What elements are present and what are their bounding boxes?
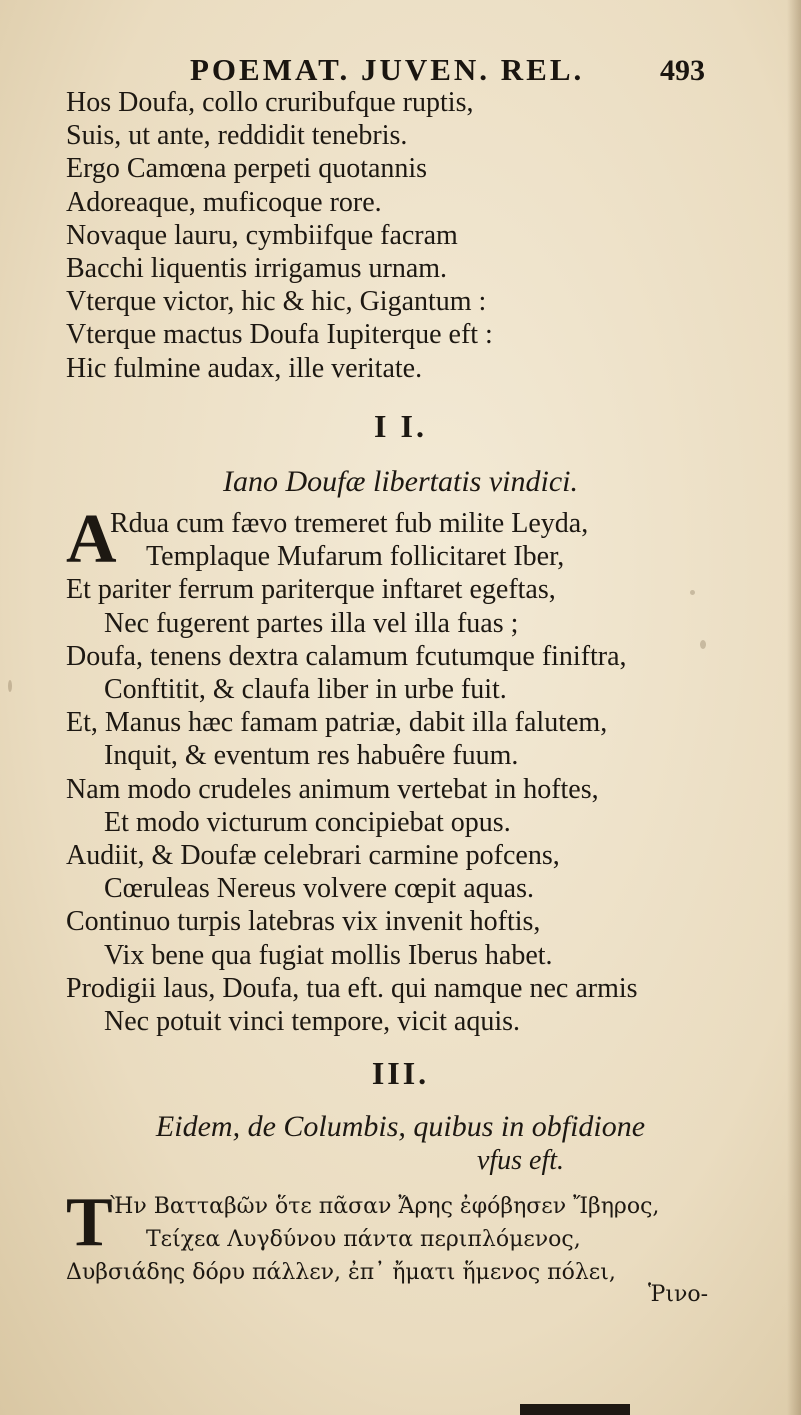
verse-line: Vix bene qua fugiat mollis Iberus habet. [104, 939, 553, 971]
verse-line: Doufa, tenens dextra calamum fcutumque finiftra, [66, 640, 627, 672]
poem-numeral-3: III. [371, 1055, 430, 1091]
verse-line: Vterque victor, hic & hic, Gigantum : [66, 286, 487, 318]
verse-line: Adoreaque, muficoque rore. [66, 186, 382, 218]
poem-title-3: Eidem, de Columbis, quibus in obfidione [155, 1110, 646, 1143]
verse-line: Prodigii laus, Doufa, tua eft. qui namque nec armis [66, 972, 638, 1004]
ink-speck [8, 680, 12, 692]
verse-line: Vterque mactus Doufa Iupiterque eft : [66, 319, 493, 351]
verse-line: Hic fulmine audax, ille veritate. [66, 352, 423, 384]
greek-verse-line: Δυβσιάδης δόρυ πάλλεν, ἐπ᾽ ἤματι ἥμενος πόλει, [66, 1260, 616, 1285]
verse-line: Et modo victurum concipiebat opus. [104, 806, 511, 838]
verse-line: Templaque Mufarum follicitaret Iber, [146, 541, 565, 573]
verse-block-poem-2 [66, 501, 638, 1038]
poem-title-2: Iano Doufæ libertatis vindici. [223, 465, 578, 498]
verse-line: Audiit, & Doufæ celebrari carmine pofcens, [66, 840, 560, 872]
verse-line: Novaque lauru, cymbiifque facram [66, 219, 458, 251]
verse-line: Cœruleas Nereus volvere cœpit aquas. [104, 873, 534, 905]
greek-verse-line: Ὴν Βατταβῶν ὅτε πᾶσαν Ἄρης ἐφόβησεν Ἴβηρος, [110, 1194, 660, 1219]
verse-line: Conftitit, & claufa liber in urbe fuit. [104, 674, 507, 706]
verse-block-continued [66, 86, 493, 385]
verse-line: Et, Manus hæc famam patriæ, dabit illa falutem, [66, 707, 608, 739]
ink-speck [700, 640, 706, 649]
verse-line: Et pariter ferrum pariterque inftaret egeftas, [66, 574, 556, 606]
poem-numeral-2: I I. [374, 408, 427, 444]
verse-line: Nec fugerent partes illa vel illa fuas ; [104, 607, 519, 639]
page-number: 493 [660, 54, 705, 87]
poem-title-3-continued: vfus eft. [476, 1145, 565, 1176]
drop-cap-t: T [66, 1184, 113, 1261]
greek-verse-line: Τείχεα Λυγδύνου πάντα περιπλόμενος, [146, 1227, 581, 1252]
catchword: Ῥινο- [648, 1282, 709, 1307]
drop-cap-a: A [66, 501, 117, 578]
verse-line: Inquit, & eventum res habuêre fuum. [104, 740, 519, 772]
verse-line: Suis, ut ante, reddidit tenebris. [66, 120, 408, 152]
binding-shadow [520, 1404, 630, 1415]
ink-speck [690, 590, 695, 595]
running-head: POEMAT. JUVEN. REL. [190, 52, 585, 87]
greek-verse-block [66, 1184, 660, 1289]
verse-line: Nec potuit vinci tempore, vicit aquis. [104, 1006, 521, 1038]
verse-line: Bacchi liquentis irrigamus urnam. [66, 253, 448, 285]
verse-line: Nam modo crudeles animum vertebat in hoftes, [66, 773, 599, 805]
verse-line: Rdua cum fævo tremeret fub milite Leyda, [110, 508, 589, 539]
verse-line: Continuo turpis latebras vix invenit hoftis, [66, 906, 541, 938]
page-edge-shadow [787, 0, 801, 1415]
verse-line: Hos Doufa, collo cruribufque ruptis, [66, 87, 474, 118]
verse-line: Ergo Camœna perpeti quotannis [66, 153, 428, 185]
